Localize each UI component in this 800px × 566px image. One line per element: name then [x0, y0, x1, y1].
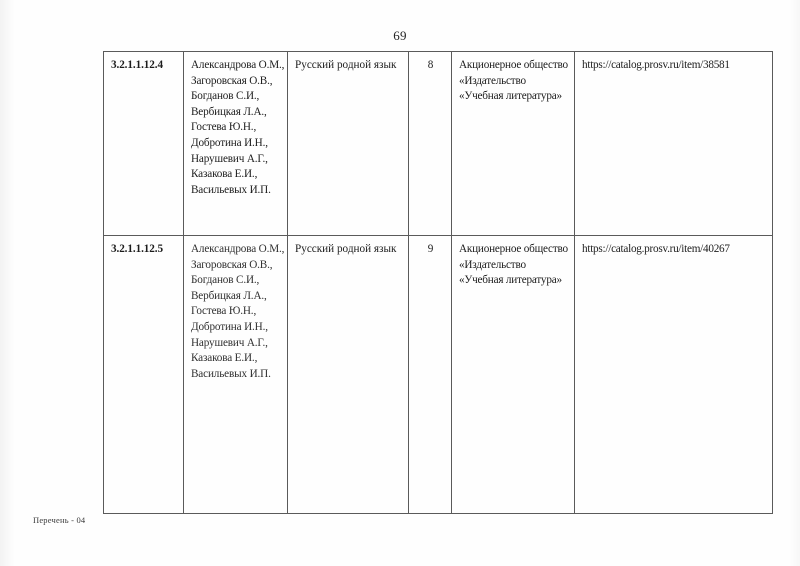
author-name: Загоровская О.В.,: [191, 258, 273, 271]
publisher-line: «Учебная литература»: [459, 274, 562, 287]
author-name: Богданов С.И.,: [191, 90, 260, 103]
publisher-line: Акционерное общество: [459, 243, 568, 255]
author-name: Казакова Е.И.,: [191, 168, 258, 181]
authors-list: [191, 58, 285, 198]
author-name: Богданов С.И.,: [191, 274, 260, 287]
publisher-lines: [459, 242, 568, 289]
author-name: Александрова О.М.,: [191, 59, 285, 71]
cell-subject: Русский родной язык: [288, 52, 409, 236]
cell-url: https://catalog.prosv.ru/item/38581: [575, 52, 773, 236]
author-name: Александрова О.М.,: [191, 243, 285, 255]
publisher-line: «Издательство: [459, 258, 526, 271]
cell-grade: 8: [409, 52, 452, 236]
publisher-line: «Издательство: [459, 74, 526, 87]
author-name: Нарушевич А.Г.,: [191, 152, 268, 165]
table-row: [104, 236, 773, 514]
cell-code: 3.2.1.1.12.4: [104, 52, 184, 236]
cell-url: https://catalog.prosv.ru/item/40267: [575, 236, 773, 514]
author-name: Добротина И.Н.,: [191, 320, 268, 333]
authors-list: [191, 242, 285, 382]
cell-subject: Русский родной язык: [288, 236, 409, 514]
cell-publisher: [452, 52, 575, 236]
scan-edge-shadow-right: [790, 0, 800, 566]
author-name: Вербицкая Л.А.,: [191, 289, 267, 302]
scan-edge-shadow-left: [0, 0, 14, 566]
page-footer-label: Перечень - 04: [33, 515, 86, 525]
author-name: Загоровская О.В.,: [191, 74, 273, 87]
author-name: Гостева Ю.Н.,: [191, 305, 257, 318]
cell-code: 3.2.1.1.12.5: [104, 236, 184, 514]
author-name: Васильевых И.П.: [191, 183, 271, 196]
cell-authors: [184, 236, 288, 514]
cell-authors: [184, 52, 288, 236]
textbook-registry-table: [103, 51, 773, 514]
author-name: Гостева Ю.Н.,: [191, 121, 257, 134]
author-name: Казакова Е.И.,: [191, 352, 258, 365]
publisher-line: Акционерное общество: [459, 59, 568, 71]
author-name: Добротина И.Н.,: [191, 136, 268, 149]
author-name: Нарушевич А.Г.,: [191, 336, 268, 349]
table-row: [104, 52, 773, 236]
cell-publisher: [452, 236, 575, 514]
author-name: Васильевых И.П.: [191, 367, 271, 380]
author-name: Вербицкая Л.А.,: [191, 105, 267, 118]
table-body: [104, 52, 773, 514]
publisher-line: «Учебная литература»: [459, 90, 562, 103]
publisher-lines: [459, 58, 568, 105]
cell-grade: 9: [409, 236, 452, 514]
page-number: 69: [393, 28, 407, 43]
